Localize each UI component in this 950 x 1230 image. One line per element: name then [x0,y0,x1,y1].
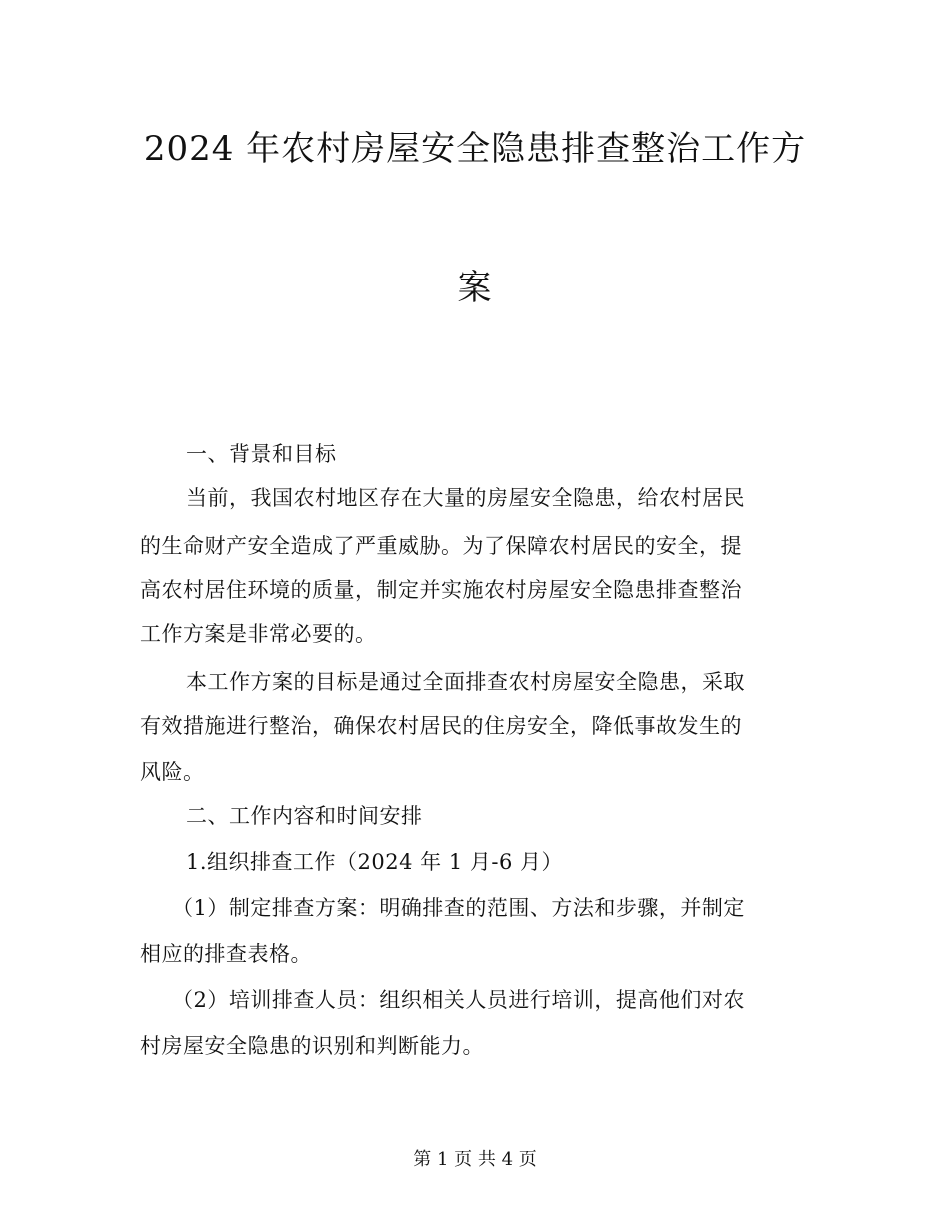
paragraph-line: 当前，我国农村地区存在大量的房屋安全隐患，给农村居民 [186,486,745,510]
section-heading-work-content: 二、工作内容和时间安排 [186,804,423,828]
document-title-line-2: 案 [457,268,493,308]
paragraph-line: 的生命财产安全造成了严重威胁。为了保障农村居民的安全，提 [140,534,742,558]
section-heading-background: 一、背景和目标 [186,442,337,466]
paragraph-line: 本工作方案的目标是通过全面排查农村房屋安全隐患，采取 [186,670,745,694]
paragraph-line: 高农村居住环境的质量，制定并实施农村房屋安全隐患排查整治 [140,578,742,602]
subsection-heading: 1.组织排查工作（2024 年 1 月-6 月） [186,850,563,874]
paragraph-line: 风险。 [140,760,205,784]
list-item-line: （2）培训排查人员：组织相关人员进行培训，提高他们对农 [172,988,745,1012]
paragraph-line: 有效措施进行整治，确保农村居民的住房安全，降低事故发生的 [140,714,742,738]
list-item-line: 相应的排查表格。 [140,942,312,966]
paragraph-line: 工作方案是非常必要的。 [140,622,377,646]
list-item-line: 村房屋安全隐患的识别和判断能力。 [140,1034,484,1058]
list-item-line: （1）制定排查方案：明确排查的范围、方法和步骤，并制定 [172,896,745,920]
document-title-line-1: 2024 年农村房屋安全隐患排查整治工作方 [143,129,807,169]
page-footer: 第 1 页 共 4 页 [413,1149,537,1170]
